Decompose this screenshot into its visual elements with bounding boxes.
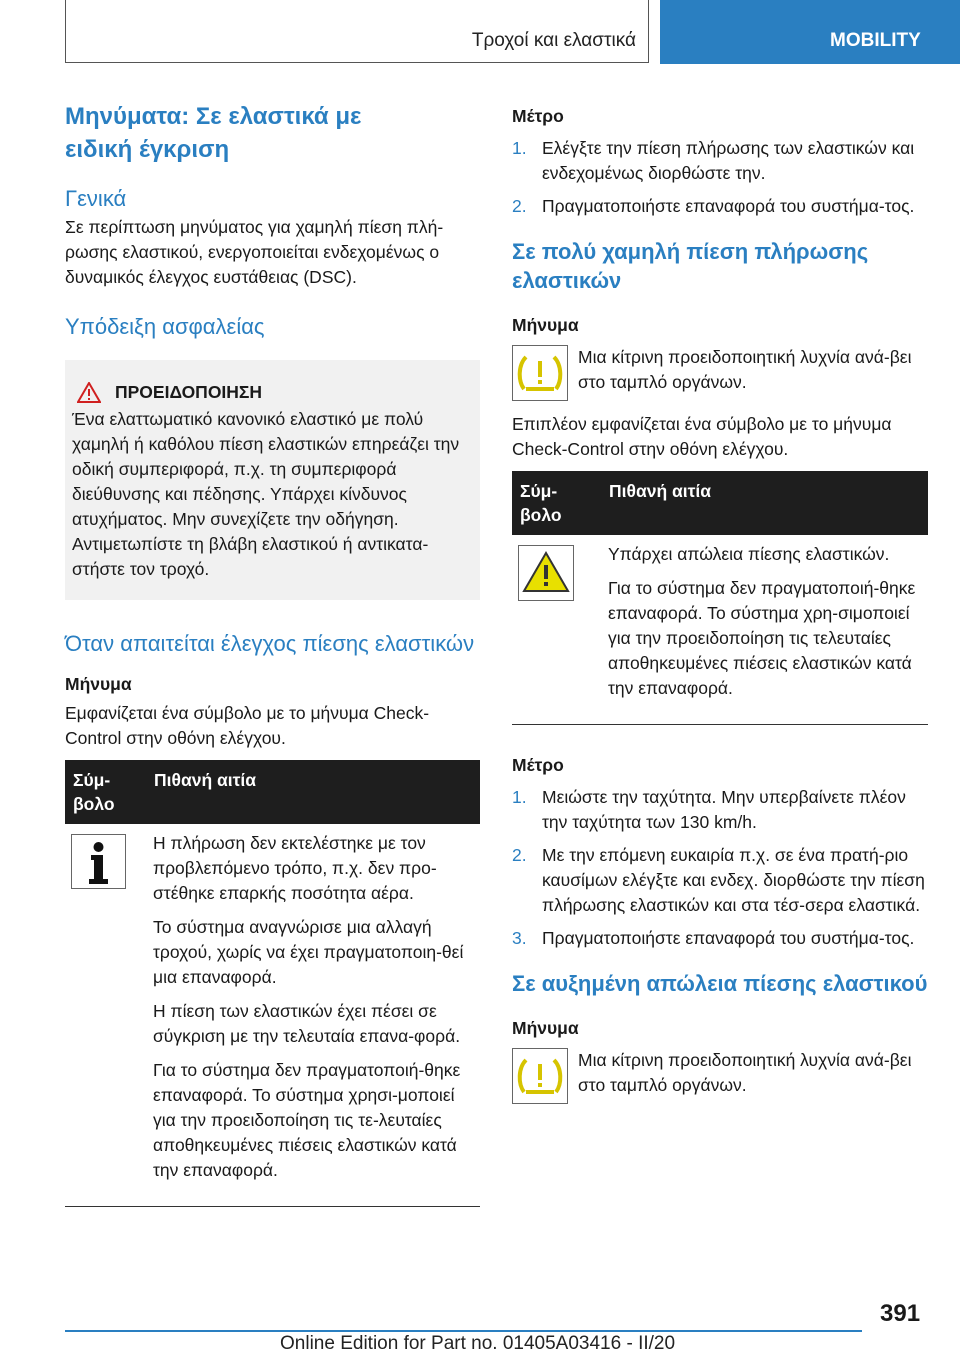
measure-subheading: Μέτρο bbox=[512, 755, 564, 775]
list-item: 1. Μειώστε την ταχύτητα. Μην υπερβαίνετε πλέον την ταχύτητα των 130 km/h. bbox=[512, 787, 906, 832]
list-item: 1. Ελέγξτε την πίεση πλήρωσης των ελαστικών και ενδεχομένως διορθώστε την. bbox=[512, 138, 915, 183]
lamp-icon-cell bbox=[512, 345, 578, 406]
measure-subheading: Μέτρο bbox=[512, 106, 564, 126]
info-icon bbox=[71, 834, 126, 889]
extra-text: Επιπλέον εμφανίζεται ένα σύμβολο με το μήνυμα Check-Control στην οθόνη ελέγχου. bbox=[512, 414, 892, 459]
cause-cell bbox=[608, 535, 928, 710]
low-pressure-heading: Σε πολύ χαμηλή πίεση πλήρωσης ελαστικών bbox=[512, 239, 869, 293]
table-row bbox=[65, 824, 480, 1207]
message-text: Εμφανίζεται ένα σύμβολο με το μήνυμα Check-Control στην οθόνη ελέγχου. bbox=[65, 703, 430, 748]
safety-heading: Υπόδειξη ασφαλείας bbox=[65, 314, 265, 339]
lamp-text: Μια κίτρινη προειδοποιητική λυχνία ανά-βει στο ταμπλό οργάνων. bbox=[578, 347, 912, 392]
list-item: 2. Πραγματοποιήστε επαναφορά του συστήμα-τος. bbox=[512, 196, 915, 216]
page-number: 391 bbox=[880, 1300, 921, 1327]
symbol-cell bbox=[65, 824, 153, 1192]
cause-col-header: Πιθανή αιτία bbox=[154, 770, 257, 790]
cause-text: Για το σύστημα δεν πραγματοποιή-θηκε επαναφορά. Το σύστημα χρησι-μοποιεί για την προειδοποίηση τις τε-λευταίες αποθηκευμένες πιέσεις ελαστικών κατά την επαναφορά. bbox=[153, 1060, 461, 1180]
message-subheading: Μήνυμα bbox=[512, 1018, 579, 1038]
chapter-title: Τροχοί και ελαστικά bbox=[471, 30, 636, 51]
check-heading: Όταν απαιτείται έλεγχος πίεσης ελαστικών bbox=[65, 631, 475, 656]
measure-list bbox=[512, 785, 928, 951]
left-column bbox=[65, 100, 480, 1207]
tire-pressure-warning-icon bbox=[512, 345, 568, 401]
cause-table bbox=[512, 471, 928, 725]
list-item: 2. Με την επόμενη ευκαιρία π.χ. σε ένα πρατή-ριο καυσίμων ελέγξτε και ενδεχ. διορθώστε την πίεση πλήρωσης ελαστικών και στα τέσ-σερα ελαστικά. bbox=[512, 845, 925, 915]
warning-box bbox=[65, 360, 480, 600]
cause-text: Υπάρχει απώλεια πίεσης ελαστικών. bbox=[608, 544, 890, 564]
symbol-col-header: Σύμ-βολο bbox=[73, 770, 115, 814]
table-header bbox=[512, 471, 928, 535]
cause-text: Για το σύστημα δεν πραγματοποιή-θηκε επαναφορά. Το σύστημα χρη-σιμοποιεί για την προειδοποίηση τις τελευταίες αποθηκευμένες πιέσεις ελαστικών κατά την επαναφορά. bbox=[608, 578, 916, 698]
cause-text: Η πλήρωση δεν εκτελέστηκε με τον προβλεπόμενο τρόπο, π.χ. δεν προ-στέθηκε επαρκής ποσότητα αέρα. bbox=[153, 833, 437, 903]
general-heading: Γενικά bbox=[65, 186, 127, 211]
yellow-warning-icon bbox=[518, 545, 574, 601]
lamp-icon-cell bbox=[512, 1048, 578, 1109]
warning-header bbox=[72, 382, 466, 403]
footer-edition: Online Edition for Part no. 01405A03416 - II/20 bbox=[280, 1333, 676, 1354]
section-label: MOBILITY bbox=[830, 30, 921, 51]
symbol-col-header: Σύμ-βολο bbox=[520, 481, 562, 525]
warning-text: Ένα ελαττωματικό κανονικό ελαστικό με πολύ χαμηλή ή καθόλου πίεση ελαστικών επηρεάζει την οδική συμπεριφορά, π.χ. τη συμπεριφορά διεύθυνσης και πέδησης. Υπάρχει κίνδυνος ατυχήματος. Μην συνεχίζετε την οδήγηση. Αντιμετωπίστε τη βλάβη ελαστικού ή αντικατα-στήστε τον τροχό. bbox=[72, 409, 460, 579]
right-column bbox=[512, 104, 928, 1109]
symbol-cell bbox=[512, 535, 608, 710]
cause-table bbox=[65, 760, 480, 1207]
measure-list bbox=[512, 136, 928, 219]
message-subheading: Μήνυμα bbox=[65, 674, 132, 694]
cause-text: Η πίεση των ελαστικών έχει πέσει σε σύγκριση με την τελευταία επανα-φορά. bbox=[153, 1001, 461, 1046]
section-tab bbox=[660, 0, 960, 64]
pressure-loss-heading: Σε αυξημένη απώλεια πίεσης ελαστικού bbox=[512, 971, 928, 996]
warning-icon bbox=[77, 382, 101, 403]
header-box bbox=[65, 0, 649, 63]
general-text: Σε περίπτωση μηνύματος για χαμηλή πίεση πλή-ρωσης ελαστικού, ενεργοποιείται ενδεχομένως ο δυναμικός έλεγχος ευστάθειας (DSC). bbox=[65, 217, 444, 287]
page-heading: Μηνύματα: Σε ελαστικά με ειδική έγκριση bbox=[65, 103, 362, 163]
lamp-text: Μια κίτρινη προειδοποιητική λυχνία ανά-βει στο ταμπλό οργάνων. bbox=[578, 1050, 912, 1095]
warning-title: ΠΡΟΕΙΔΟΠΟΙΗΣΗ bbox=[115, 382, 263, 402]
message-subheading: Μήνυμα bbox=[512, 315, 579, 335]
cause-cell bbox=[153, 824, 480, 1192]
list-item: 3. Πραγματοποιήστε επαναφορά του συστήμα-τος. bbox=[512, 928, 915, 948]
cause-text: Το σύστημα αναγνώρισε μια αλλαγή τροχού, χωρίς να έχει πραγματοποιη-θεί μια επαναφορά. bbox=[153, 917, 464, 987]
cause-col-header: Πιθανή αιτία bbox=[609, 481, 712, 501]
footer-divider bbox=[65, 1330, 862, 1332]
lamp-row bbox=[512, 1048, 928, 1109]
tire-pressure-warning-icon bbox=[512, 1048, 568, 1104]
table-row bbox=[512, 535, 928, 725]
table-header bbox=[65, 760, 480, 824]
lamp-row bbox=[512, 345, 928, 406]
